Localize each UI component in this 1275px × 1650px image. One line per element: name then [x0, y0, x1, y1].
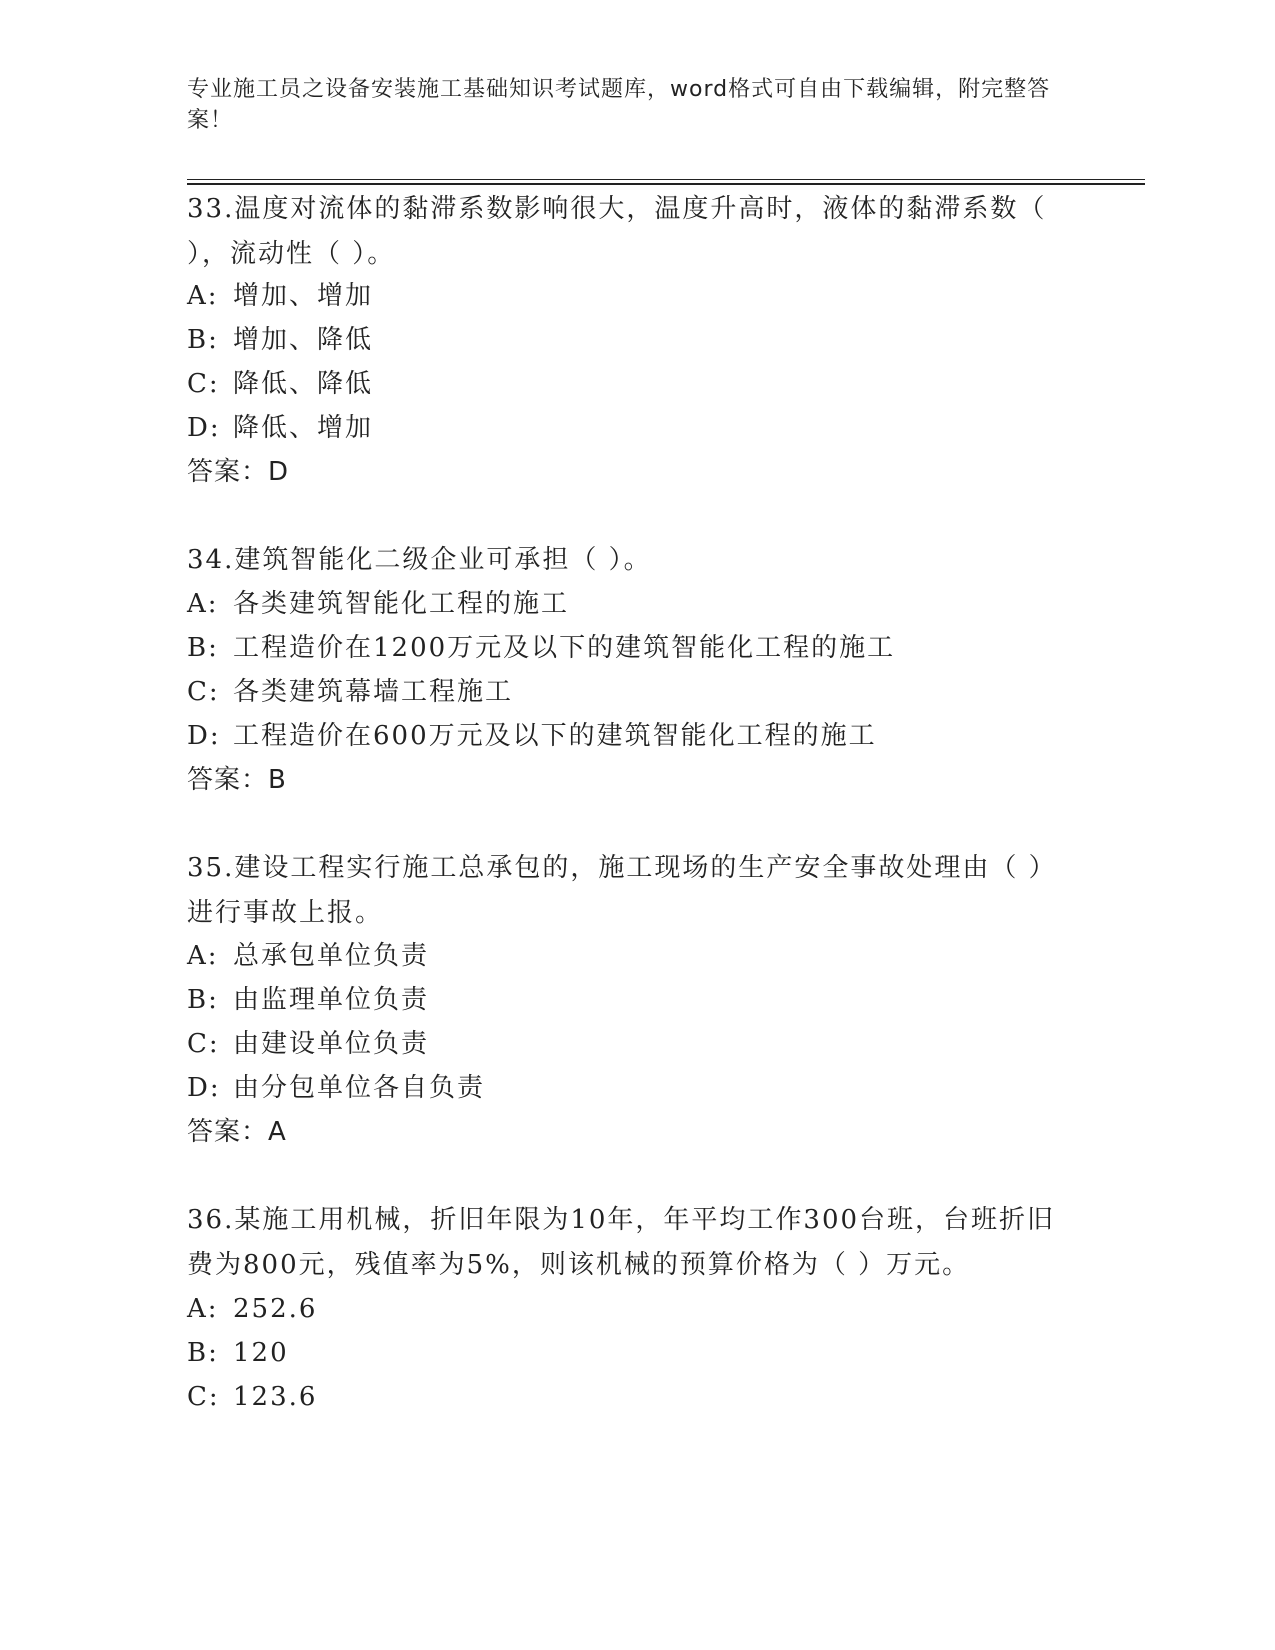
question-34-option-d: D: 工程造价在600万元及以下的建筑智能化工程的施工: [187, 721, 877, 751]
question-33-answer: 答案：D: [187, 457, 290, 487]
question-36-text: 36.某施工用机械，折旧年限为10年，年平均工作300台班，台班折旧费为800元，残值率为5%，则该机械的预算价格为（ ）万元。: [187, 1205, 1056, 1280]
question-35-option-b: B: 由监理单位负责: [187, 985, 430, 1015]
question-34-text: 34.建筑智能化二级企业可承担（ ）。: [187, 545, 652, 575]
question-35-option-c: C: 由建设单位负责: [187, 1029, 430, 1059]
header-divider-thin: [187, 179, 1145, 180]
question-35-answer: 答案：A: [187, 1117, 287, 1147]
question-36-option-a: A: 252.6: [187, 1294, 318, 1324]
question-35-option-a: A: 总承包单位负责: [187, 941, 430, 971]
header-divider-thick: [187, 183, 1145, 185]
question-35-text: 35.建设工程实行施工总承包的，施工现场的生产安全事故处理由（ ）进行事故上报。: [187, 853, 1057, 928]
question-33-option-c: C: 降低、降低: [187, 369, 374, 399]
question-36-option-c: C: 123.6: [187, 1382, 318, 1412]
question-33-option-b: B: 增加、降低: [187, 325, 374, 355]
document-header: 专业施工员之设备安装施工基础知识考试题库，word格式可自由下载编辑，附完整答案！: [187, 77, 1051, 133]
question-34-answer: 答案：B: [187, 765, 287, 795]
question-33-option-d: D: 降低、增加: [187, 413, 374, 443]
question-34-option-b: B: 工程造价在1200万元及以下的建筑智能化工程的施工: [187, 633, 896, 663]
question-34-option-c: C: 各类建筑幕墙工程施工: [187, 677, 514, 707]
question-33-text: 33.温度对流体的黏滞系数影响很大，温度升高时，液体的黏滞系数（ ），流动性（ ）。: [187, 194, 1047, 269]
question-35-option-d: D: 由分包单位各自负责: [187, 1073, 486, 1103]
question-33-option-a: A: 增加、增加: [187, 281, 374, 311]
question-36-option-b: B: 120: [187, 1338, 289, 1368]
question-34-option-a: A: 各类建筑智能化工程的施工: [187, 589, 570, 619]
